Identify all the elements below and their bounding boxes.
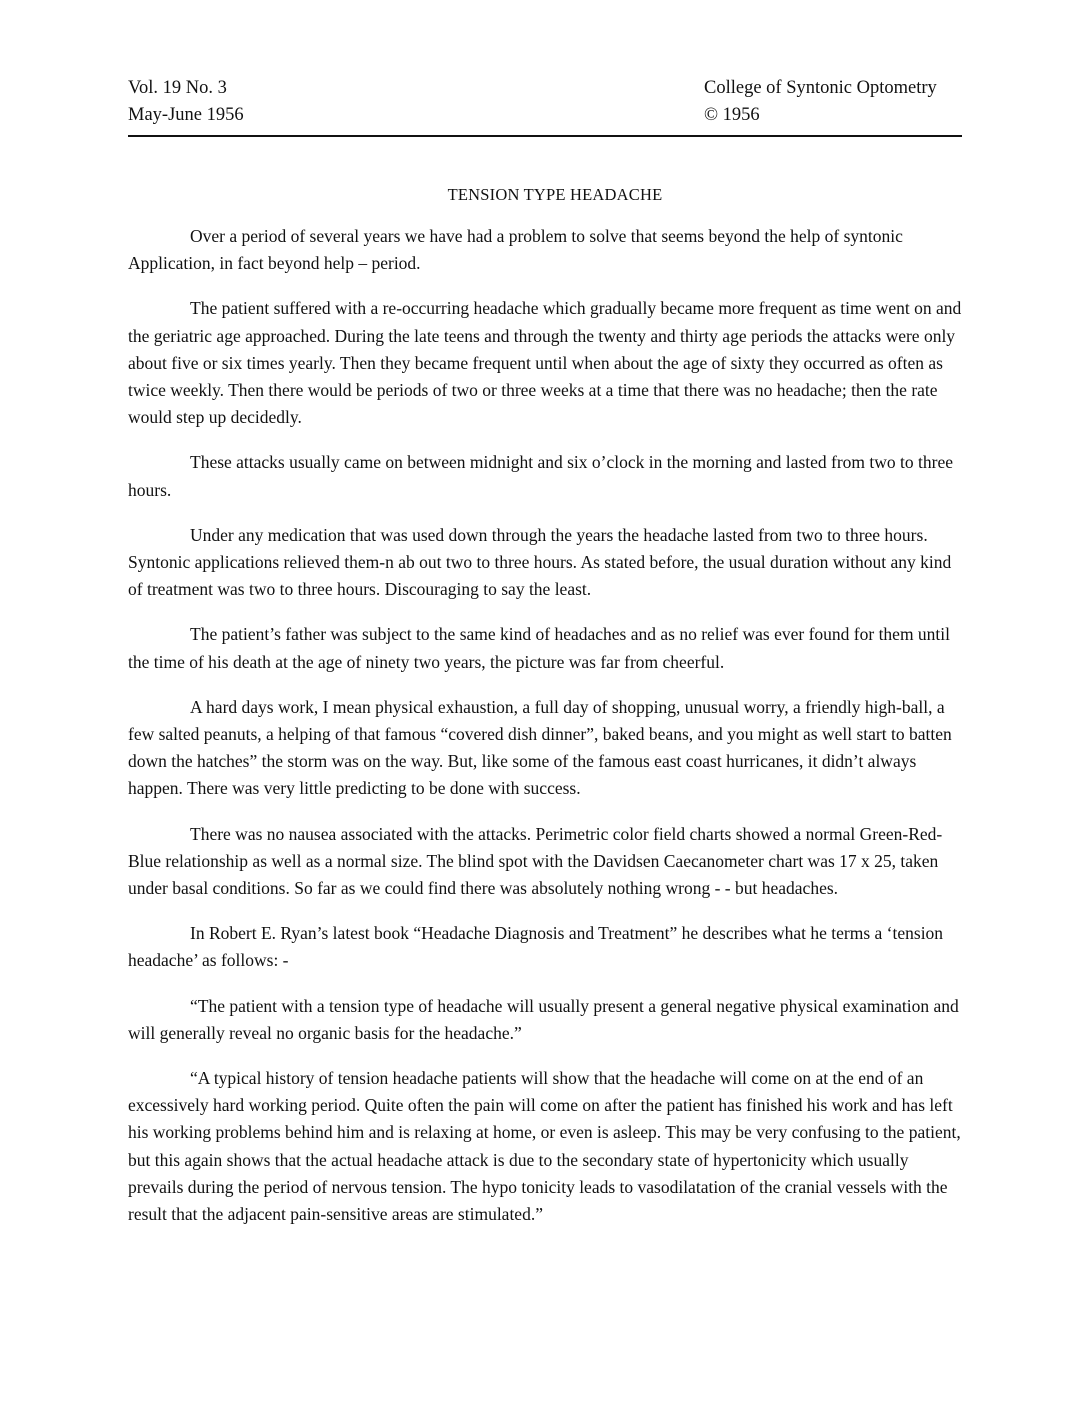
- quotation-paragraph: “A typical history of tension headache patients will show that the headache will come on at the end of an excessively hard working period. Quite often the pain will come on after the patient has finished his work and has left his working problems behind him and is relaxing at home, or even is asleep. This may be very confusing to the patient, but this again shows that the actual headache attack is due to the secondary state of hypertonicity which usually prevails during the period of nervous tension. The hypo tonicity leads to vasodilatation of the cranial vessels with the result that the adjacent pain-sensitive areas are stimulated.”: [128, 1068, 961, 1225]
- issue-date: May-June 1956: [128, 105, 244, 125]
- header-left: [128, 75, 244, 129]
- header-divider: [128, 135, 962, 137]
- quotation-paragraph: “The patient with a tension type of headache will usually present a general negative physical examination and will generally reveal no organic basis for the headache.”: [128, 995, 959, 1043]
- article-title: TENSION TYPE HEADACHE: [447, 185, 663, 204]
- paragraph: In Robert E. Ryan’s latest book “Headache Diagnosis and Treatment” he describes what he terms a ‘tension headache’ as follows: -: [128, 923, 944, 971]
- paragraph: Under any medication that was used down through the years the headache lasted from two to three hours. Syntonic applications relieved them-n ab out two to three hours. As stated before, the usual duration without any kind of treatment was two to three hours. Discouraging to say the least.: [128, 524, 952, 600]
- article-body: [128, 223, 962, 1228]
- volume-number: Vol. 19 No. 3: [128, 78, 227, 98]
- paragraph: Over a period of several years we have had a problem to solve that seems beyond the help of syntonic Application, in fact beyond help – period.: [128, 226, 903, 274]
- paragraph: There was no nausea associated with the attacks. Perimetric color field charts showed a normal Green-Red-Blue relationship as well as a normal size. The blind spot with the Davidsen Caecanometer chart was 17 x 25, taken under basal conditions. So far as we could find there was absolutely nothing wrong - - but headaches.: [128, 823, 943, 899]
- header-right: [704, 75, 962, 129]
- page-header: [128, 75, 962, 129]
- paragraph: These attacks usually came on between midnight and six o’clock in the morning and lasted from two to three hours.: [128, 452, 953, 500]
- paragraph: A hard days work, I mean physical exhaustion, a full day of shopping, unusual worry, a friendly high-ball, a few salted peanuts, a helping of that famous “covered dish dinner”, baked beans, and you might as well start to batten down the hatches” the storm was on the way. But, like some of the famous east coast hurricanes, it didn’t always happen. There was very little predicting to be done with success.: [128, 696, 952, 799]
- document-page: [128, 75, 962, 1246]
- paragraph: The patient’s father was subject to the same kind of headaches and as no relief was ever found for them until the time of his death at the age of ninety two years, the picture was far from cheerful.: [128, 624, 951, 672]
- copyright-notice: © 1956: [704, 105, 760, 125]
- paragraph: The patient suffered with a re-occurring headache which gradually became more frequent as time went on and the geriatric age approached. During the late teens and through the twenty and thirty age periods the attacks were only about five or six times yearly. Then they became frequent until when about the age of sixty they occurred as often as twice weekly. Then there would be periods of two or three weeks at a time that there was no headache; then the rate would step up decidedly.: [128, 298, 962, 428]
- publisher-name: College of Syntonic Optometry: [704, 78, 937, 98]
